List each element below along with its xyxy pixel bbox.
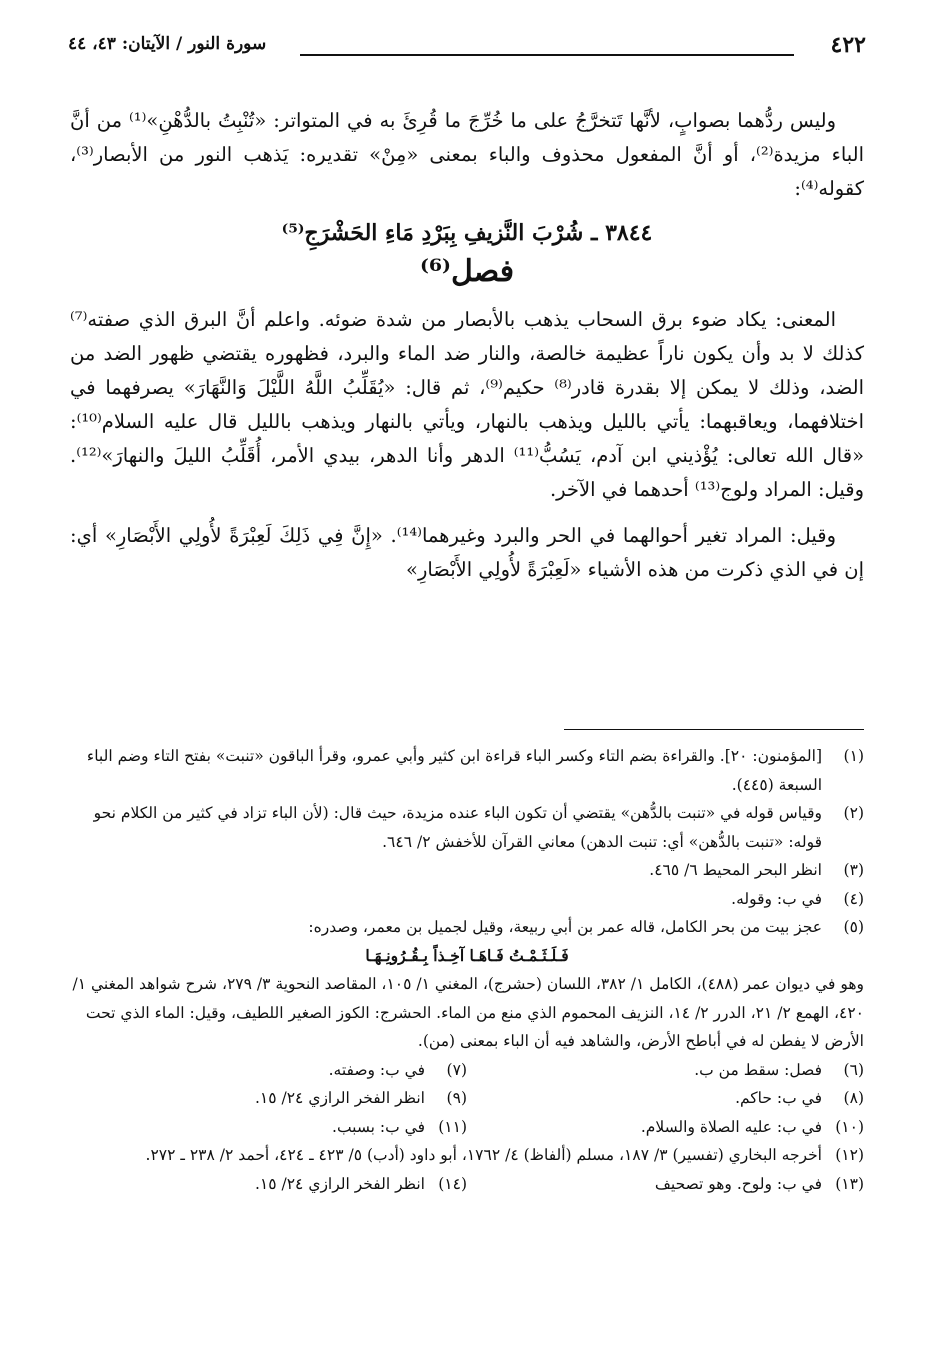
- footnote-text: [المؤمنون: ٢٠]. والقراءة بضم التاء وكسر الباء قراءة ابن كثير وأبي عمرو، وقرأ الباقون «تنبت» بفتح التاء وضم الباء السبعة (٤٤٥).: [86, 747, 822, 794]
- main-text: [70, 104, 864, 587]
- footnote-7: [70, 1056, 467, 1085]
- footnote-number: (١): [843, 747, 864, 765]
- paragraph-3: وقيل: المراد تغير أحوالهما في الحر والبرد وغيرهما⁽¹⁴⁾. «إِنَّ فِي ذَلِكَ لَعِبْرَةً لأُولِي الأَبْصَارِ» أي: إن في الذي ذكرت من هذه الأشياء «لَعِبْرَةً لأُولِي الأَبْصَارِ»: [70, 524, 864, 581]
- paragraph-1: وليس ردُّهما بصوابٍ، لأنَّها تَتخرَّجُ على ما خُرِّجَ ما قُرِئَ به في المتواتر: «تُنْبِتُ بالدُّهْنِ»⁽¹⁾ من أنَّ الباء مزيدة⁽²⁾، أو أنَّ المفعول محذوف والباء بمعنى «مِنْ» تقديره: يَذهب النور من الأبصار⁽³⁾، كقوله⁽⁴⁾:: [70, 109, 864, 200]
- header-title: سورة النور / الآيتان: ٤٣، ٤٤: [68, 34, 267, 54]
- footnote-row: [70, 1056, 864, 1085]
- footnote-number: (١٠): [835, 1117, 864, 1136]
- footnote-number: (٩): [446, 1089, 467, 1107]
- footnote-number: (٨): [843, 1089, 864, 1107]
- footnote-number: (٧): [446, 1060, 467, 1079]
- footnote-2: [70, 799, 864, 856]
- footnote-number: (٥): [843, 918, 864, 936]
- footnote-8: [467, 1084, 864, 1113]
- footnote-number: (١١): [438, 1117, 467, 1136]
- footnote-text: في ب: بسبب.: [332, 1117, 425, 1136]
- footnote-text: أخرجه البخاري (تفسير) ٣/ ١٨٧، مسلم (ألفاظ) ٤/ ١٧٦٢، أبو داود (أدب) ٥/ ٤٢٣ ـ ٤٢٤، أحمد ٢/ ٢٣٨ ـ ٢٧٢.: [145, 1146, 822, 1164]
- footnote-number: (٢): [843, 804, 864, 822]
- footnote-text: انظر البحر المحيط ٦/ ٤٦٥.: [649, 861, 822, 879]
- footnote-text: عجز بيت من بحر الكامل، قاله عمر بن أبي ربيعة، وقيل لجميل بن معمر، وصدره:: [308, 918, 822, 936]
- footnote-separator: [564, 729, 864, 730]
- footnote-1: [70, 742, 864, 799]
- footnote-number: (٣): [843, 861, 864, 879]
- footnotes: [70, 742, 864, 1198]
- page-number: ٤٢٢: [830, 32, 866, 58]
- footnote-text: وقياس قوله في «تنبت بالدُّهن» يقتضي أن تكون الباء عنده مزيدة، حيث قال: (لأن الباء تزاد في كثير من الكلام نحو قوله: «تنبت بالدُّهن» أي: تنبت الدهن) معاني القرآن للأخفش ٢/ ٦٤٦.: [93, 804, 822, 851]
- footnote-5: [70, 913, 864, 942]
- paragraph-2: المعنى: يكاد ضوء برق السحاب يذهب بالأبصار من شدة ضوئه. واعلم أنَّ البرق الذي صفته⁽⁷⁾ كذلك لا بد وأن يكون ناراً عظيمة خالصة، والنار ضد الماء والبرد، فظهوره يقتضي ظهور الضد من الضد، وذلك لا يمكن إلا بقدرة قادر⁽⁸⁾ حكيم⁽⁹⁾، ثم قال: «يُقَلِّبُ اللَّهُ اللَّيْلَ وَالنَّهَارَ» يصرفهما في اختلافهما، ويعاقبهما: يأتي بالليل ويذهب بالنهار، ويأتي بالنهار ويذهب بالليل قال عليه السلام⁽¹⁰⁾: «قال الله تعالى: يُؤْذيني ابن آدم، يَسُبُّ⁽¹¹⁾ الدهر وأنا الدهر، بيدي الأمر، أُقَلِّبُ الليلَ والنهارَ»⁽¹²⁾. وقيل: المراد ولوج⁽¹³⁾ أحدهما في الآخر.: [70, 308, 864, 501]
- footnote-text: في ب: عليه الصلاة والسلام.: [640, 1117, 822, 1136]
- footnote-4: [70, 885, 864, 914]
- footnote-number: (١٣): [835, 1174, 864, 1193]
- footnote-text: انظر الفخر الرازي ٢٤/ ١٥.: [254, 1174, 425, 1193]
- footnote-row: [70, 1113, 864, 1142]
- footnote-text: في ب: حاكم.: [735, 1089, 822, 1107]
- footnote-number: (١٤): [438, 1174, 467, 1193]
- footnote-6: [467, 1056, 864, 1085]
- footnote-14: [70, 1170, 467, 1199]
- footnote-5-continuation: وهو في ديوان عمر (٤٨٨)، الكامل ١/ ٣٨٢، اللسان (حشرج)، المغني ١/ ١٠٥، المقاصد النحوية ٣/ ٢٧٩، شرح شواهد المغني ١/ ٤٢٠، الهمع ٢/ ٢١، الدرر ٢/ ١٤، النزيف المحموم الذي منع من الماء. الحشرج: الكوز الصغير اللطيف، وقيل: الماء الذي تحت الأرض لا يفطن له في أباطح الأرض، والشاهد فيه أن الباء بمعنى (من).: [72, 975, 864, 1050]
- footnote-text: في ب: وصفته.: [328, 1060, 425, 1079]
- running-header: [68, 32, 866, 62]
- footnote-row: [70, 1170, 864, 1199]
- footnote-number: (٤): [843, 889, 864, 908]
- footnote-row: [70, 1084, 864, 1113]
- footnote-9: [70, 1084, 467, 1113]
- hemistich: فَـلَـثَـمْـتُ فَـاهَـا آخِـذاً بِـقُـرُونِـهَـا: [365, 945, 569, 965]
- footnote-number: (١٢): [835, 1146, 864, 1164]
- footnote-12: [70, 1141, 864, 1170]
- footnote-13: [467, 1170, 864, 1199]
- footnote-text: في ب: وقوله.: [731, 889, 822, 908]
- section-heading: فصل⁽⁶⁾: [419, 254, 515, 289]
- footnote-text: في ب: ولوح. وهو تصحيف: [654, 1174, 822, 1193]
- footnote-number: (٦): [843, 1060, 864, 1079]
- header-rule: [300, 54, 794, 56]
- footnote-3: [70, 856, 864, 885]
- footnote-text: انظر الفخر الرازي ٢٤/ ١٥.: [254, 1089, 425, 1107]
- footnote-10: [467, 1113, 864, 1142]
- verse-line: ٣٨٤٤ ـ شُرْبَ النَّزيفِ بِبَرْدِ مَاءِ الحَشْرَجِ⁽⁵⁾: [281, 220, 653, 246]
- footnote-text: فصل: سقط من ب.: [694, 1060, 822, 1079]
- footnote-11: [70, 1113, 467, 1142]
